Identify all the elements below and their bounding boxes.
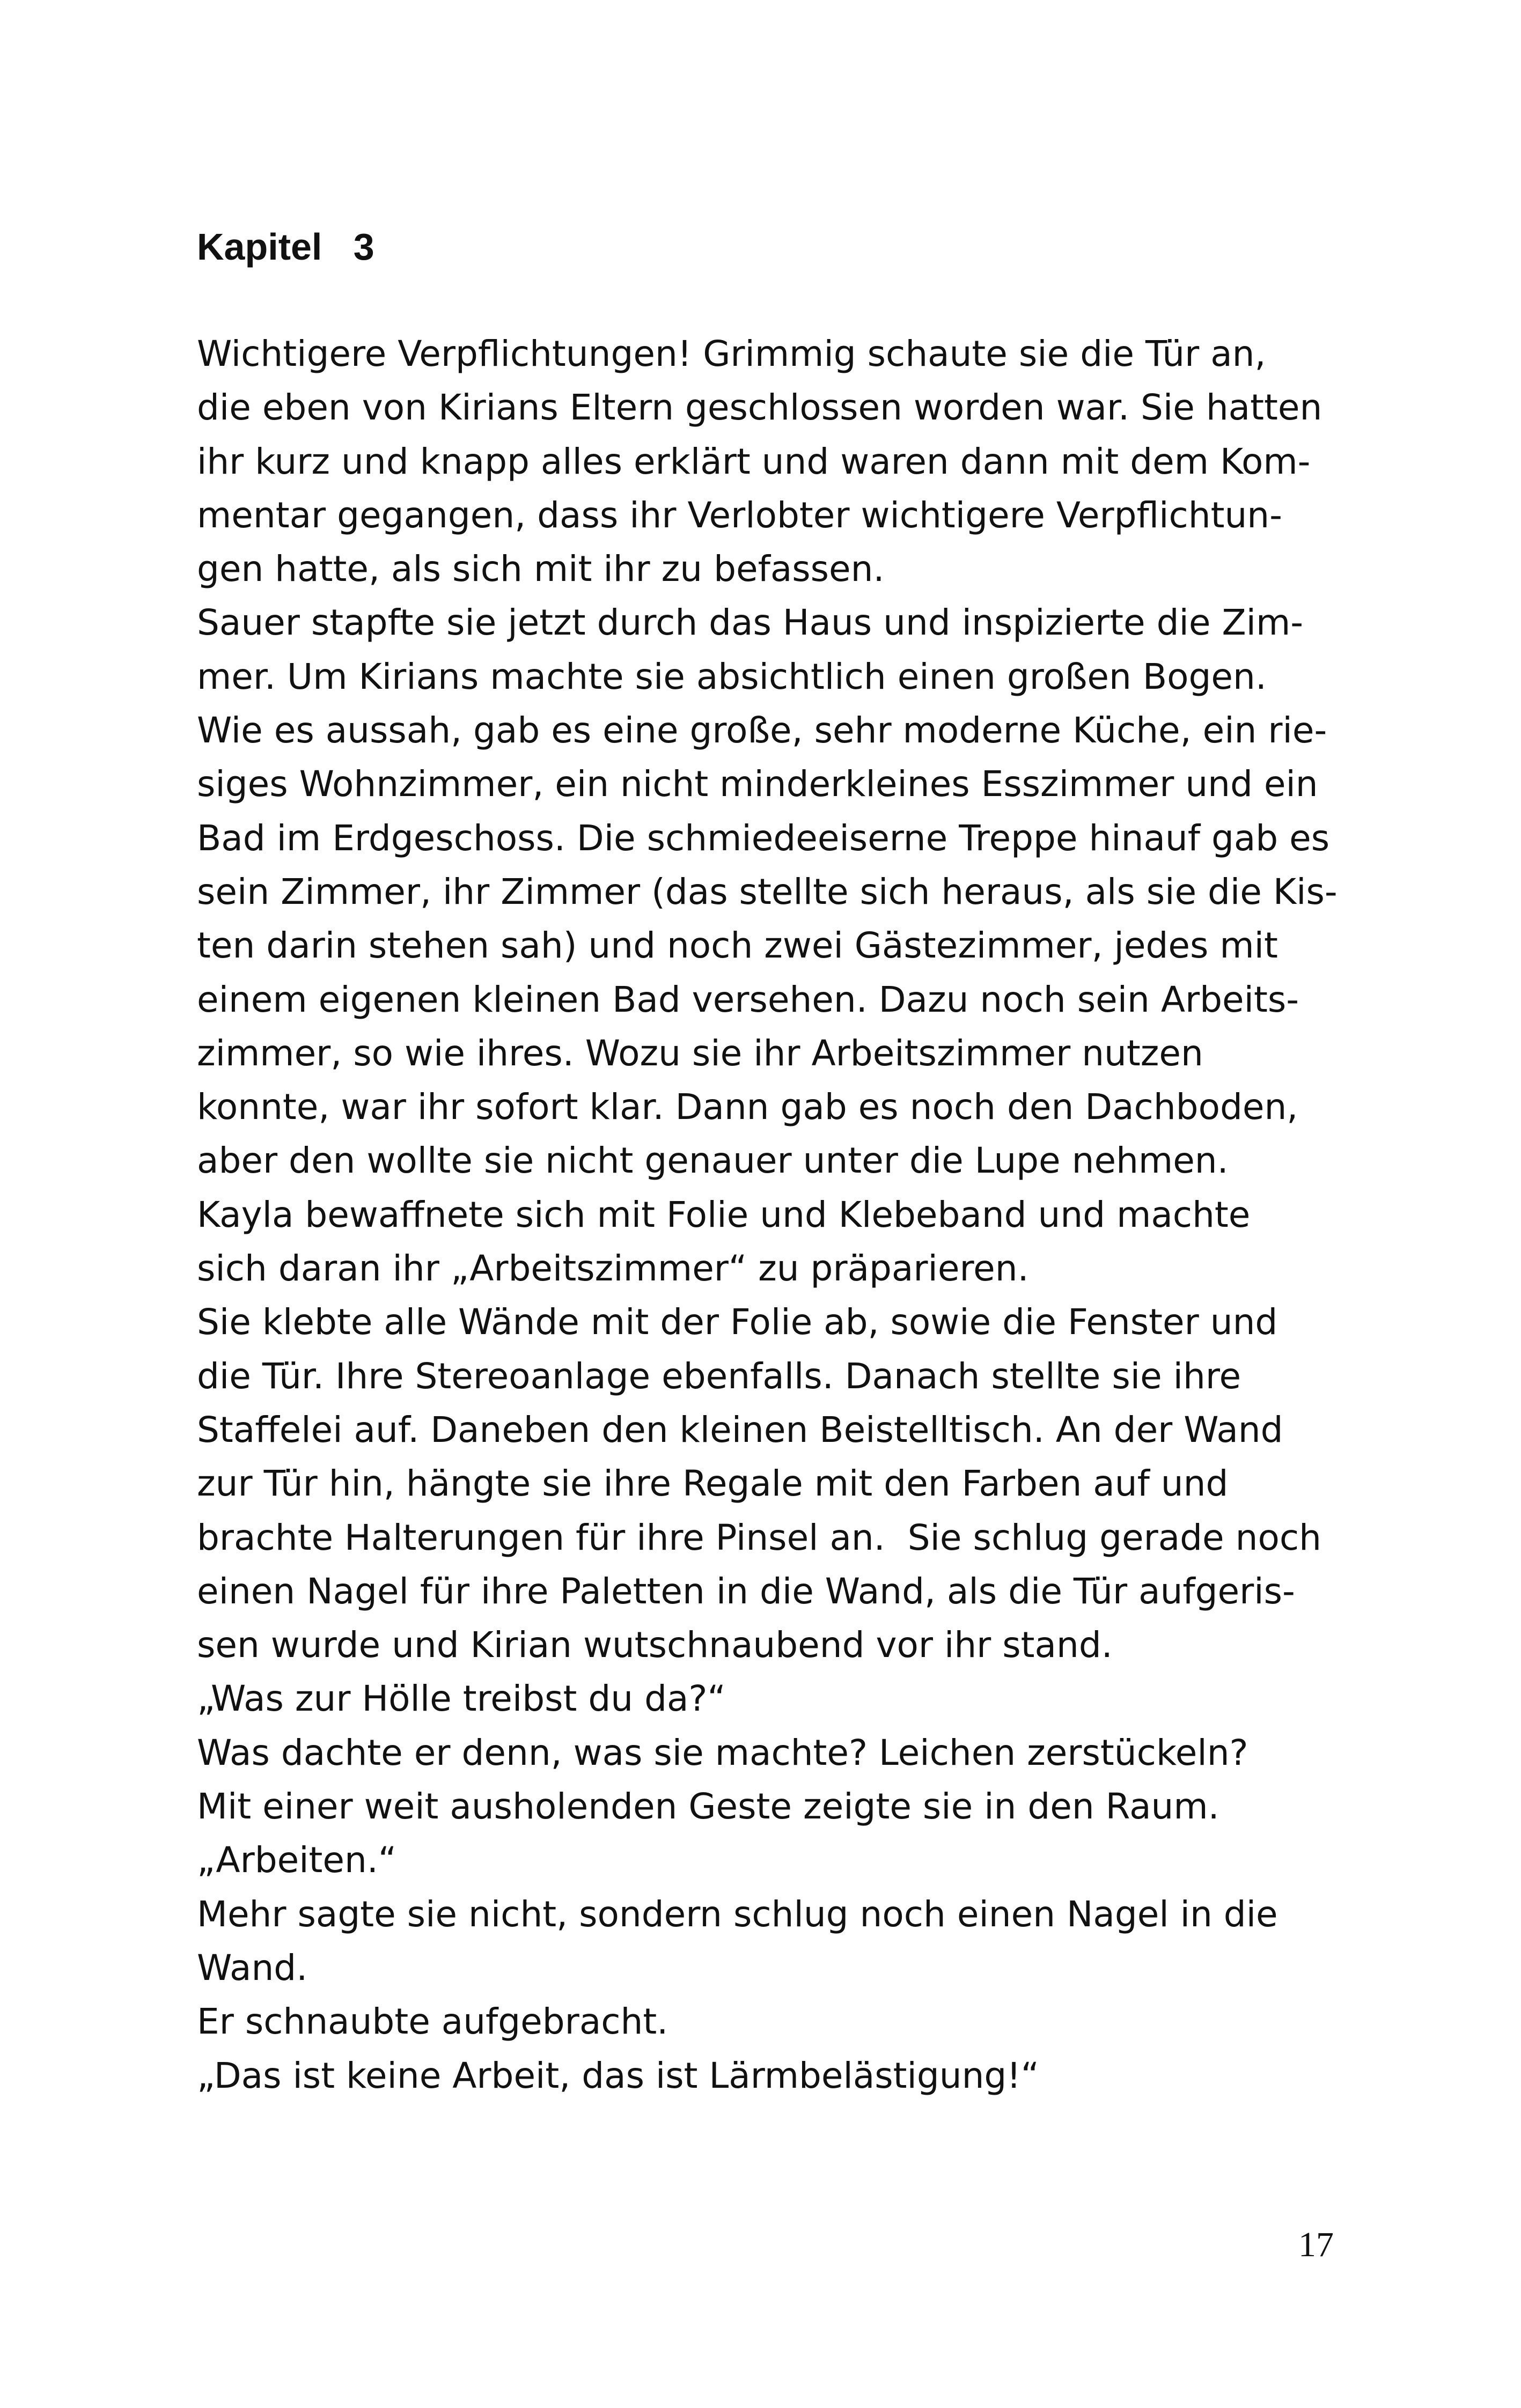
text-line: aber den wollte sie nicht genauer unter die Lupe nehmen. [197, 1140, 1229, 1182]
text-line: „Was zur Hölle treibst du da?“ [197, 1678, 726, 1720]
text-line: Mit einer weit ausholenden Geste zeigte sie in den Raum. [197, 1786, 1219, 1828]
text-line: Staffelei auf. Daneben den kleinen Beistelltisch. An der Wand [197, 1409, 1283, 1450]
text-line: Wie es aussah, gab es eine große, sehr moderne Küche, ein rie- [197, 710, 1327, 752]
text-line: Wichtigere Verpflichtungen! Grimmig schaute sie die Tür an, [197, 333, 1266, 374]
text-line: Mehr sagte sie nicht, sondern schlug noch einen Nagel in die [197, 1893, 1278, 1935]
text-line: sen wurde und Kirian wutschnaubend vor ihr stand. [197, 1624, 1113, 1666]
text-line: konnte, war ihr sofort klar. Dann gab es noch den Dachboden, [197, 1086, 1298, 1128]
text-line: brachte Halterungen für ihre Pinsel an. Sie schlug gerade noch [197, 1516, 1321, 1558]
text-line: siges Wohnzimmer, ein nicht minderkleines Esszimmer und ein [197, 763, 1318, 805]
text-line: mentar gegangen, dass ihr Verlobter wichtigere Verpflichtun- [197, 494, 1282, 536]
text-line: sich daran ihr „Arbeitszimmer“ zu präparieren. [197, 1248, 1029, 1290]
text-line: ihr kurz und knapp alles erklärt und waren dann mit dem Kom- [197, 440, 1311, 482]
text-line: Bad im Erdgeschoss. Die schmiedeeiserne Treppe hinauf gab es [197, 817, 1330, 859]
text-line: Wand. [197, 1947, 308, 1989]
page-number: 17 [1298, 2225, 1334, 2264]
text-line: einen Nagel für ihre Paletten in die Wand, als die Tür aufgeris- [197, 1570, 1295, 1612]
text-line: „Arbeiten.“ [197, 1839, 397, 1881]
text-line: die Tür. Ihre Stereoanlage ebenfalls. Danach stellte sie ihre [197, 1355, 1241, 1397]
text-line: einem eigenen kleinen Bad versehen. Dazu noch sein Arbeits- [197, 978, 1299, 1020]
text-line: Was dachte er denn, was sie machte? Leichen zerstückeln? [197, 1732, 1248, 1773]
text-line: gen hatte, als sich mit ihr zu befassen. [197, 548, 885, 590]
text-line: Sauer stapfte sie jetzt durch das Haus und inspizierte die Zim- [197, 602, 1304, 644]
body-text [197, 327, 1345, 2103]
text-line: zimmer, so wie ihres. Wozu sie ihr Arbeitszimmer nutzen [197, 1032, 1203, 1074]
text-line: mer. Um Kirians machte sie absichtlich einen großen Bogen. [197, 656, 1267, 697]
chapter-heading: Kapitel 3 [197, 226, 374, 268]
text-line: zur Tür hin, hängte sie ihre Regale mit den Farben auf und [197, 1463, 1229, 1505]
text-line: Er schnaubte aufgebracht. [197, 2001, 668, 2043]
text-line: Kayla bewaffnete sich mit Folie und Klebeband und machte [197, 1194, 1251, 1235]
text-line: sein Zimmer, ihr Zimmer (das stellte sich heraus, als sie die Kis- [197, 871, 1338, 912]
text-line: Sie klebte alle Wände mit der Folie ab, sowie die Fenster und [197, 1301, 1278, 1343]
text-line: ten darin stehen sah) und noch zwei Gästezimmer, jedes mit [197, 925, 1278, 967]
text-line: „Das ist keine Arbeit, das ist Lärmbelästigung!“ [197, 2054, 1039, 2096]
text-line: die eben von Kirians Eltern geschlossen worden war. Sie hatten [197, 387, 1322, 429]
